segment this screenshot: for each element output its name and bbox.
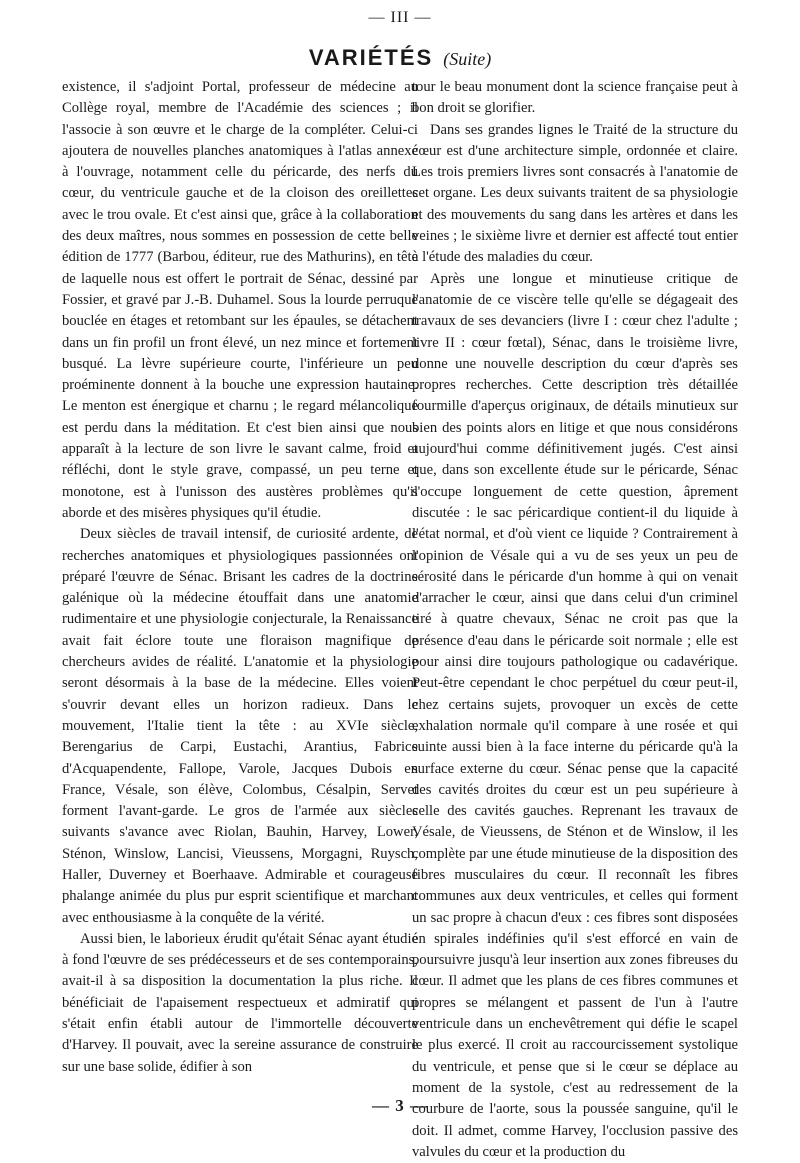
paragraph: existence, il s'adjoint Portal, professeur de médecine au Collège royal, membre de l'Académie des sciences ; il l'associe à son œuvre et le charge de la compléter. Celui-ci ajoutera de nouvelles planches anatomiques à l'atlas annexé à l'ouvrage, notamment celle du péricarde, des nerfs du cœur, du ventricule gauche et de la cloison des oreillettes avec le trou ovale. Et c'est ainsi que, grâce à la collaboration des deux maîtres, nous sommes en possession de cette belle édition de 1777 (Barbou, éditeur, rue des Mathurins), en tête de laquelle nous est offert le portrait de Sénac, dessiné par Fossier, et gravé par J.-B. Duhamel. Sous la lourde perruque bouclée en étages et retombant sur les épaules, se détachent dans un fin profil un front élevé, un nez mince et fortement busqué. La lèvre supérieure courte, l'inférieure un peu proéminente donnent à la bouche une expression hautaine. Le menton est énergique et charnu ; le regard mélancolique est perdu dans la méditation. Et c'est bien ainsi que nous apparaît à la lecture de son livre le savant calme, froid et réfléchi, dont le style grave, compassé, un peu terne et monotone, est à l'unisson des austères problèmes qu'il aborde et des misères physiques qu'il étudie. xyxy=(62,79,418,521)
left-column xyxy=(62,77,418,1087)
section-title: VARIÉTÉS xyxy=(308,45,434,70)
running-head xyxy=(0,45,800,71)
paragraph: tour le beau monument dont la science française peut à bon droit se glorifier. xyxy=(412,79,738,117)
folio-bottom: — 3 — xyxy=(372,1096,428,1115)
right-column xyxy=(412,77,738,1160)
section-suffix: (Suite) xyxy=(443,49,492,69)
paragraph: Après une longue et minutieuse critique de l'anatomie de ce viscère telle qu'elle se dégageait des travaux de ses devanciers (livre I : cœur chez l'adulte ; livre II : cœur fœtal), Sénac, dans le troisième livre, donne une nouvelle description du cœur d'après ses propres recherches. Cette description très détaillée fourmille d'aperçus originaux, de détails minutieux sur bien des points alors en litige et que nous considérons aujourd'hui comme définitivement jugés. C'est ainsi que, dans son excellente étude sur le péricarde, Sénac s'occupe longuement de cette question, âprement discutée : le sac péricardique contient-il du liquide à l'état normal, et d'où vient ce liquide ? Contrairement à l'opinion de Vésale qui a vu de ses yeux un peu de sérosité dans le péricarde d'un homme à qui on venait d'arracher le cœur, ainsi que dans celui d'un criminel tiré à quatre chevaux, Sénac ne croit pas que la présence d'eau dans le péricarde soit normale ; elle est pour ainsi dire toujours pathologique ou cadavérique. Peut-être cependant le choc perpétuel du cœur peut-il, chez certains sujets, provoquer un excès de cette exhalation normale qu'il compare à une rosée et qui suinte aussi bien à la face interne du péricarde qu'à la surface externe du cœur. Sénac pense que la capacité des cavités droites du cœur est un peu supérieure à celle des cavités gauches. Reprenant les travaux de Vésale, de Vieussens, de Sténon et de Winslow, il les complète par une étude minutieuse de la disposition des fibres musculaires du cœur. Il reconnaît les fibres communes aux deux ventricules, et celles qui forment un sac propre à chacun d'eux : ces fibres sont disposées en spirales indéfinies qu'il s'est efforcé en vain de poursuivre jusqu'à leur insertion aux zones fibreuses du cœur. Il admet que les plans de ces fibres communes et propres se mélangent et passent de l'un à l'autre ventricule dans un enchevêtrement qui défie le scapel le plus exercé. Il croit au raccourcissement systolique du ventricule, et pense que si le cœur se déplace au moment de la systole, c'est au redressement de la courbure de l'aorte, sous la poussée sanguine, qu'il le doit. Il admet, comme Harvey, l'occlusion passive des valvules du cœur et la production du xyxy=(412,270,738,1160)
paragraph: Dans ses grandes lignes le Traité de la structure du cœur est d'une architecture simple, ordonnée et claire. Les trois premiers livres sont consacrés à l'anatomie de cet organe. Les deux suivants traitent de sa physiologie et des mouvements du sang dans les artères et dans les veines ; le sixième livre et dernier est affecté tout entier à l'étude des maladies du cœur. xyxy=(412,121,738,266)
page-number-top: — III — xyxy=(368,9,432,26)
paragraph: Aussi bien, le laborieux érudit qu'était Sénac ayant étudié à fond l'œuvre de ses prédécesseurs et de ses contemporains, avait-il à sa disposition la documentation la plus riche. Il bénéficiait de l'apaisement respectueux et admiratif qui s'était enfin établi autour de l'immortelle découverte d'Harvey. Il pouvait, avec la sereine assurance de construire sur une base solide, édifier à son xyxy=(62,930,418,1075)
paragraph: Deux siècles de travail intensif, de curiosité ardente, de recherches anatomiques et physiologiques passionnées ont préparé l'œuvre de Sénac. Brisant les cadres de la doctrine galénique où la médecine étouffait dans une anatomie rudimentaire et une physiologie conjecturale, la Renaissance avait fait éclore toute une floraison magnifique de chercheurs avides de réalité. L'anatomie et la physiologie seront désormais à la base de la médecine. Elles voient s'ouvrir devant elles un horizon radieux. Dans le mouvement, l'Italie tient la tête : au XVIe siècle, Berengarius de Carpi, Eustachi, Arantius, Fabrice d'Acquapendente, Fallope, Varole, Jacques Dubois en France, Vésale, son élève, Colombus, Césalpin, Servet forment l'avant-garde. Le gros de l'armée aux siècles suivants s'avance avec Riolan, Bauhin, Harvey, Lower, Sténon, Winslow, Lancisi, Vieussens, Morgagni, Ruysch, Haller, Duverney et Boerhaave. Admirable et courageuse phalange animée du plus pur esprit scientifique et marchant avec enthousiasme à la conquête de la vérité. xyxy=(62,526,418,926)
